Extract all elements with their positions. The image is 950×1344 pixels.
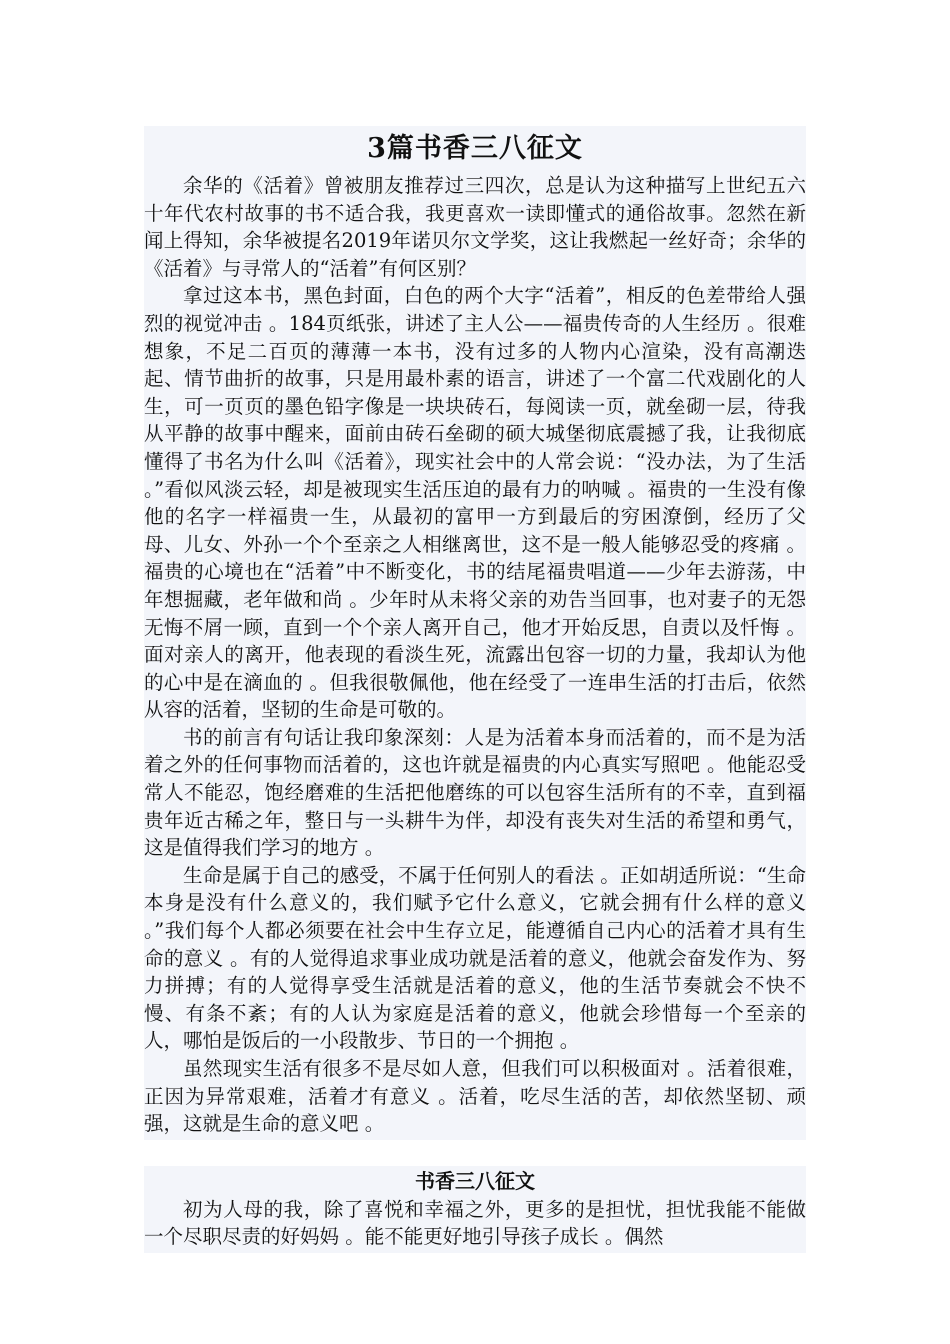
article-1 bbox=[144, 126, 806, 1140]
section-title: 书香三八征文 bbox=[415, 1168, 535, 1193]
article-2 bbox=[144, 1166, 806, 1253]
paragraph: 虽然现实生活有很多不是尽如人意，但我们可以积极面对 。活着很难，正因为异常艰难，活着才有意义 。活着，吃尽生活的苦，却依然坚韧、顽强，这就是生命的意义吧 。 bbox=[144, 1057, 806, 1136]
paragraph: 余华的《活着》曾被朋友推荐过三四次，总是认为这种描写上世纪五六十年代农村故事的书不适合我，我更喜欢一读即懂式的通俗故事。忽然在新闻上得知，余华被提名2019年诺贝尔文学奖，这让我燃起一丝好奇；余华的《活着》与寻常人的“活着”有何区别？ bbox=[144, 174, 806, 280]
document-title: 3篇书香三八征文 bbox=[367, 133, 583, 164]
paragraph: 书的前言有句话让我印象深刻：人是为活着本身而活着的，而不是为活着之外的任何事物而活着的，这也许就是福贵的内心真实写照吧 。他能忍受常人不能忍，饱经磨难的生活把他磨练的可以包容生活所有的不幸，直到福贵年近古稀之年，整日与一头耕牛为伴，却没有丧失对生活的希望和勇气，这是值得我们学习的地方 。 bbox=[144, 725, 806, 860]
paragraph: 生命是属于自己的感受，不属于任何别人的看法 。正如胡适所说：“生命本身是没有什么意义的，我们赋予它什么意义，它就会拥有什么样的意义 。”我们每个人都必须要在社会中生存立足，能遵循自己内心的活着才具有生命的意义 。有的人觉得追求事业成功就是活着的意义，他就会奋发作为、努力拼搏；有的人觉得享受生活就是活着的意义，他的生活节奏就会不快不慢、有条不紊；有的人认为家庭是活着的意义，他就会珍惜每一个至亲的人，哪怕是饭后的一小段散步、节日的一个拥抱 。 bbox=[144, 863, 806, 1053]
paragraph: 初为人母的我，除了喜悦和幸福之外，更多的是担忧，担忧我能不能做一个尽职尽责的好妈妈 。能不能更好地引导孩子成长 。偶然 bbox=[144, 1197, 806, 1249]
section-gap bbox=[144, 1140, 806, 1166]
document-page bbox=[144, 126, 806, 1253]
paragraph: 拿过这本书，黑色封面，白色的两个大字“活着”，相反的色差带给人强烈的视觉冲击 。184页纸张，讲述了主人公——福贵传奇的人生经历 。很难想象，不足二百页的薄薄一本书，没有过多的人物内心渲染，没有高潮迭起、情节曲折的故事，只是用最朴素的语言，讲述了一个富二代戏剧化的人生，可一页页的墨色铅字像是一块块砖石，每阅读一页，就垒砌一层，待我从平静的故事中醒来，面前由砖石垒砌的硕大城堡彻底震撼了我，让我彻底懂得了书名为什么叫《活着》，现实社会中的人常会说：“没办法，为了生活 。”看似风淡云轻，却是被现实生活压迫的最有力的呐喊 。福贵的一生没有像他的名字一样福贵一生，从最初的富甲一方到最后的穷困潦倒，经历了父母、儿女、外孙一个个至亲之人相继离世，这不是一般人能够忍受的疼痛 。福贵的心境也在“活着”中不断变化，书的结尾福贵唱道——少年去游荡，中年想掘藏，老年做和尚 。少年时从未将父亲的劝告当回事，也对妻子的无怨无悔不屑一顾，直到一个个亲人离开自己，他才开始反思，自责以及忏悔 。面对亲人的离开，他表现的看淡生死，流露出包容一切的力量，我却认为他的心中是在滴血的 。但我很敬佩他，他在经受了一连串生活的打击后，依然从容的活着，坚韧的生命是可敬的。 bbox=[144, 284, 806, 722]
